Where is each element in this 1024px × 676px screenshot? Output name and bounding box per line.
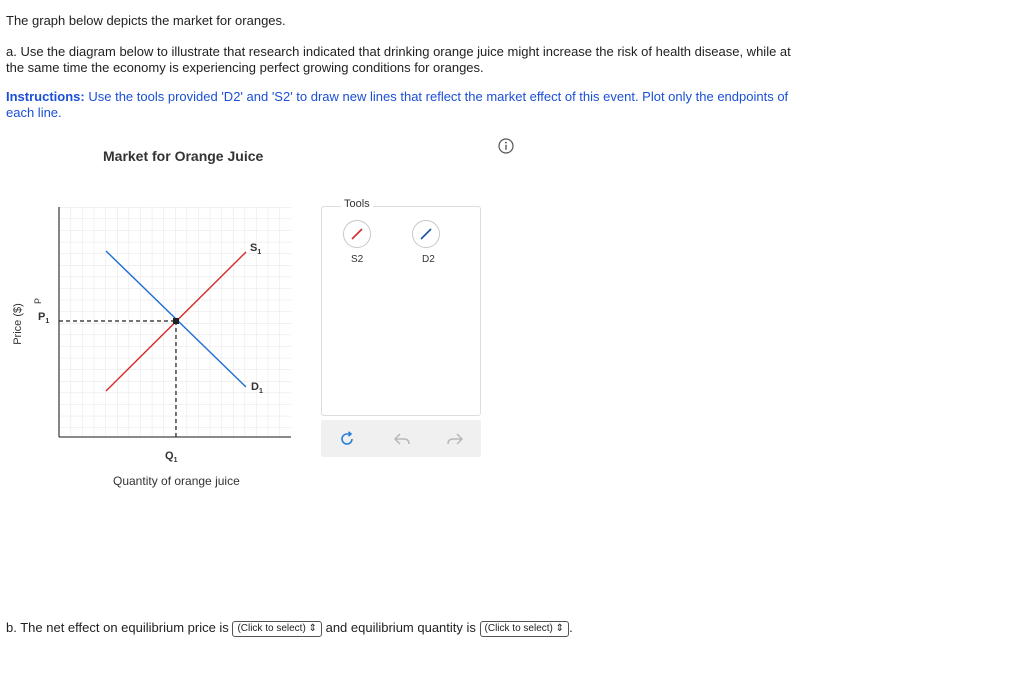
part-b-middle: and equilibrium quantity is	[325, 620, 476, 635]
s1-label: $S_1$	[250, 242, 262, 257]
tools-title: Tools	[341, 198, 373, 210]
action-bar	[321, 420, 481, 457]
market-graph[interactable]	[0, 195, 320, 495]
d2-tool-label: D2	[422, 254, 435, 265]
instructions	[6, 89, 806, 121]
d2-tool-button[interactable]	[412, 220, 440, 248]
info-icon[interactable]	[498, 138, 514, 154]
question-intro: The graph below depicts the market for oranges.	[6, 13, 286, 28]
reset-icon[interactable]	[336, 428, 358, 450]
d2-line-icon	[419, 227, 433, 241]
instructions-label: Instructions:	[6, 89, 85, 104]
redo-icon[interactable]	[444, 428, 466, 450]
instructions-text: Use the tools provided 'D2' and 'S2' to draw new lines that reflect the market effect of this event. Plot only the endpoints of each line.	[6, 89, 789, 120]
y-axis-label: Price ($)	[12, 303, 24, 345]
p1-label: $P_1$	[38, 311, 50, 326]
y-axis-p-mark: P	[33, 297, 44, 305]
x-axis-label: Quantity of orange juice	[113, 474, 240, 488]
d1-label: $D_1$	[251, 381, 263, 396]
question-part-a: a. Use the diagram below to illustrate that research indicated that drinking orange juice might increase the risk of health disease, while at the same time the economy is experiencing perfect growing conditions for oranges.	[6, 44, 791, 75]
quantity-effect-select[interactable]: (Click to select) ⇕	[480, 621, 570, 637]
undo-icon[interactable]	[391, 428, 413, 450]
tools-panel	[321, 198, 481, 416]
part-b-suffix: .	[569, 620, 573, 635]
graph-title: Market for Orange Juice	[103, 148, 264, 164]
s2-tool-button[interactable]	[343, 220, 371, 248]
q1-label: $Q_1$	[165, 450, 178, 465]
s2-line-icon	[350, 227, 364, 241]
part-b-prefix: b. The net effect on equilibrium price is	[6, 620, 229, 635]
question-part-b	[6, 620, 573, 637]
equilibrium-point[interactable]	[173, 318, 179, 324]
price-effect-select[interactable]: (Click to select) ⇕	[232, 621, 322, 637]
s2-tool-label: S2	[351, 254, 364, 265]
